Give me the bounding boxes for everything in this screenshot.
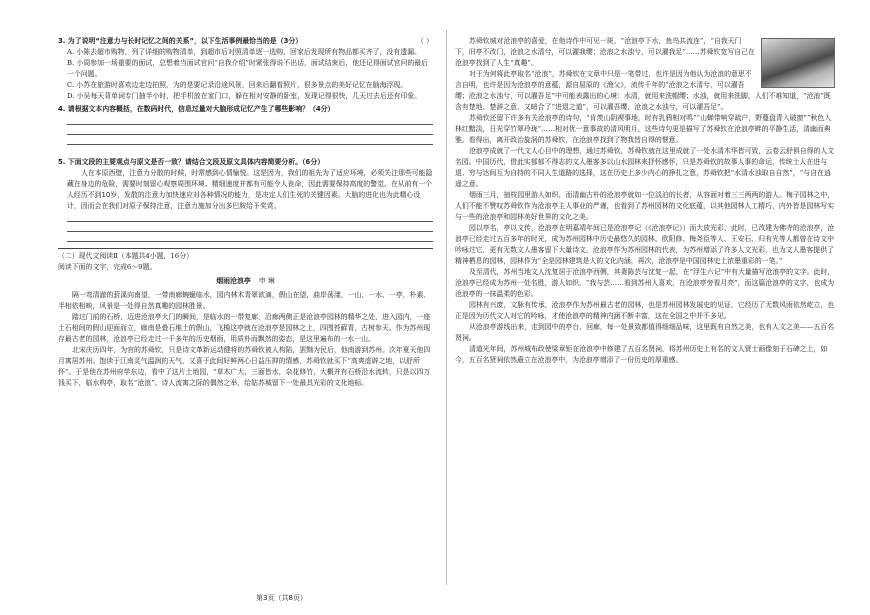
article-paragraph: 烟雨三月，抽枝园里游人如织，而清幽古朴的沧浪亭就如一位淡泊的长者，从容面对着三三两两的游人。梅子园林之中，人们不能不赞叹苏舜钦作为沧浪亭主人事业的严谨，也看到了苏州园林的文化底蕴，以其他园林人工精巧，内外皆是园林写实与一些的沧浪亭和园林美好世界的文化之美。 bbox=[455, 191, 835, 221]
question-3 bbox=[58, 36, 433, 102]
article-title: 烟雨沧浪亭 bbox=[216, 277, 251, 285]
option-c: C. 小苏在旅游时喜欢边走边拍照，为的是要记录沿途风景，回来后翻看照片，很多景点的美好记忆在脑海浮现。 bbox=[67, 81, 408, 89]
article-paragraph: 苏舜钦还留下许多有关沧浪亭的诗句，“肯羡山阴禊事地，时有乳鸦相对鸣”“山蝉带响穿疏户，野蔓盘青入破窗”“秋色入林红黯淡，日光穿竹翠玲珑”……相对优一意事故的清风明月，这些诗句更是描写了苏舜钦在沧浪亭畔的平静生活，清幽而典雅。看得出，离开政治旋涡的苏舜钦，在沧浪亭找到了物我皆自得的惬意。 bbox=[455, 114, 832, 144]
article-paragraph: 清道光年间，苏州城布政使梁章钜在沧浪亭中修建了五百名贤祠，将苏州历史上有名的文人贤士画像刻于石碑之上，如今，五百名贤祠依然矗立在沧浪亭中，为沧浪亭增添了一份历史的厚重感。 bbox=[455, 345, 828, 364]
answer-line[interactable] bbox=[67, 123, 433, 125]
question-4-stem: 4. 请根据文本内容概括，在数码时代，信息过量对大脑形成记忆产生了哪些影响？（4分） bbox=[58, 105, 335, 113]
article-paragraph: 北宋庆历四年，为官的苏舜钦，只是诗文革新运动健将的苏舜钦被人构陷，罢黜为民后，他南游到苏州。次年夏天他四月寓居苏州。饱读于江南灵气温润的天气，又喜于此间好鲜两心日益压抑的情感，苏舜钦就买下“高爽虚辟之地，以舒所怀”。于是他在苏州府学东边，看中了这片土地园，“草木广大，三面皆水，杂花修竹，大概并有石桥沿水流转，只是以四万钱买下，临水构亭，取名“沧浪”。诗人流寓之际的偶然之举，给姑苏城留下一处最具光彩的文化地标。 bbox=[58, 346, 431, 387]
section-instruction: 阅读下面的文字，完成6～9题。 bbox=[58, 263, 157, 271]
quoted-passage: 人在本原西壁，注意力分散的时候，时常感到心情愉悦。这是因为，我们的祖先为了适应环境，必须关注那些可能隐藏在身边的危险，需要时刻留心观察周围环境。精细速度并都有可能令人丧命，因此需要保持高度的警觉。在从前有一个人经历不到10岁，发散的注意力加快速应对各种情况的能力，是决定人们生死的关键因素。大脑的进化也为此精心设计，因而会在我们对原子保持注意，注意力施加分出多巴胺给予奖赏。 bbox=[67, 169, 433, 210]
question-4 bbox=[58, 104, 433, 145]
article-paragraph: 园林有兴废，文脉有传承，沧浪亭作为苏州最古老的园林，也是苏州园林发展史的见证，它经历了无数风雨依然屹立，也正是因为历代文人对它的吟咏，才使沧浪亭的精神内涵不断丰富，这在全国之中并不多见。 bbox=[455, 301, 835, 320]
page-number: 第3页（共8页） bbox=[256, 594, 307, 602]
article-paragraph: 从沧浪亭游线出来，走到园中的亭台、回廊，每一处景致都值得细细品味，这里既有自然之美，也有人文之美——五百名贤祠。 bbox=[455, 323, 835, 342]
answer-line[interactable] bbox=[67, 220, 433, 222]
answer-line[interactable] bbox=[67, 230, 433, 232]
right-column bbox=[455, 36, 835, 366]
article-author: 申 琳 bbox=[258, 277, 275, 285]
landscape-photo-icon bbox=[761, 38, 835, 88]
answer-line[interactable] bbox=[67, 240, 433, 242]
option-a: A. 小陈去超市购物，列了详细的购物清单，到超市后对照清单逐一选购，回家后发现所有物品都买齐了，没有遗漏。 bbox=[67, 48, 421, 56]
article-paragraph: 沧浪亭成就了一代文人心目中的理想，通过苏舜钦，苏舜钦就在这里成就了一处水清木华皆可致，云卷云舒俱自得的人文名园。中国历代，借此实郁郁不得志的文人墨客多以山水园林来抒怀感怀，只是苏舜钦的故事人事的命运，传统士人在进与退、穷与达间互为自持的不同人生道路的选择，这在历史上多少内心的挣扎之意，苏舜钦把“水清水浊取自自然”，“与自在逍遥之意。 bbox=[455, 147, 835, 188]
answer-line[interactable] bbox=[67, 133, 433, 135]
answer-line[interactable] bbox=[67, 143, 433, 145]
article-paragraph: 隔一弯清澈的葑溪向南望，一带南廊蜿蜒临水，园内林木青翠欲滴，假山在望，曲岸荡漾，一山、一水、一亭，朴素、半相依相映，风景是一处得自然真趣的园林胜景。 bbox=[58, 291, 431, 310]
answer-bracket: （ ） bbox=[417, 37, 433, 45]
article-paragraph: 踏过门前的石桥，迈进沧浪亭大门的瞬间，是临水的一带复廊，沿廊两侧正是沧浪亭园林的精华之处，进入园内，一座土石相间的假山迎面而立，廊南是叠石堆土的假山，飞檐这亭就在沧浪亭是园林之上，四围苔藓青，古树参天。作为苏州现存最古老的园林，沧浪亭已经走过一千多年的历史烟雨，用质朴而飘然的姿态，是这里遍布的一水一山。 bbox=[58, 313, 431, 343]
column-divider bbox=[446, 30, 447, 585]
section-reading-2 bbox=[58, 248, 433, 389]
article-paragraph: 对于为何将此亭取名“沧浪”，苏舜钦在文章中只是一笔带过，也许是因为他认为沧浪的意思不言自明，也许是因为沧浪亭的意蕴，源自屈原的《渔父》，流传千年的“沧浪之水清兮，可以濯吾缨；沧浪之水浊兮，可以濯吾足”中可能表露出的心境：水清，就用来洗帽缨；水浊，就用来洗脚，人们不难知道，“沧浪”既含有楚地、楚辞之意，又暗合了“进退之道”，可以濯吾缨，沧浪之水浊兮，可以濯吾足”。 bbox=[455, 70, 831, 111]
option-b: B. 小周参加一场重要的面试，总想着当面试官问“自我介绍”时紧张得说不出话，面试结束后，他还记得面试官问的最后一个问题。 bbox=[67, 59, 429, 78]
section-heading: （二）现代文阅读Ⅱ（本题共4小题，16分） bbox=[58, 252, 193, 260]
left-column bbox=[58, 36, 433, 389]
article-paragraph: 园以亭名，亭以文传，沧浪亭在明嘉靖年间已是沧浪亭记（《沧浪亭记》）而大放光彩，此时，已改建为佛寺的沧浪亭，沧浪亭已经走过五百多年的时光，成为苏州园林中历史最悠久的园林。欧阳修、梅尧臣等人、王安石、归有光等人都曾在诗文中吟咏过它，更有无数文人墨客留下大量诗文，沧浪亭作为苏州园林的代表，为苏州增添了许多人文光彩，也为文人墨客提供了精神栖息的园林，园林作为“全是园林建筑是人的文化内涵，再次，沧浪亭是中国园林史上浓墨重彩的一笔。” bbox=[455, 224, 835, 265]
question-5 bbox=[58, 157, 433, 242]
question-3-stem: 3. 为了说明“注意力与长时记忆之间的关系”，以下生活事例最恰当的是（3分） bbox=[58, 37, 303, 45]
option-d: D. 小吴每天背单词专门抽半小时，把手机放在家门口，躲在相对安静的卧室，发现记得很快，几天过去后还有印象。 bbox=[67, 92, 422, 100]
article-paragraph: 苏舜钦城对沧浪亭的喜爱，在他诗作中可见一斑，“沧浪亭下水，鱼鸟共流连”，“自我天门下，旧亭不改门，沧浪之水清兮，可以濯我缨；沧浪之水浊兮，可以濯我足”……苏舜钦宽写自己在沧浪亭找到了人生“真趣”。 bbox=[455, 37, 755, 67]
article-paragraph: 及至清代，苏州当地文人沈复居于沧浪亭西侧，其妻陈芸与沈复一起，在“浮生六记”中有大量描写沧浪亭的文字。此时，沧浪亭已经成为苏州一处名胜，游人如织，“我与芸……看到苏州人喜欢，在沧浪亭旁看月亮”，而这篇沧浪亭的文字，也成为沧浪亭的一抹温柔的色彩。 bbox=[455, 268, 835, 298]
question-5-stem: 5. 下面文段的主要观点与原文是否一致？请结合文段及原文具体内容简要分析。（6分） bbox=[58, 158, 325, 166]
